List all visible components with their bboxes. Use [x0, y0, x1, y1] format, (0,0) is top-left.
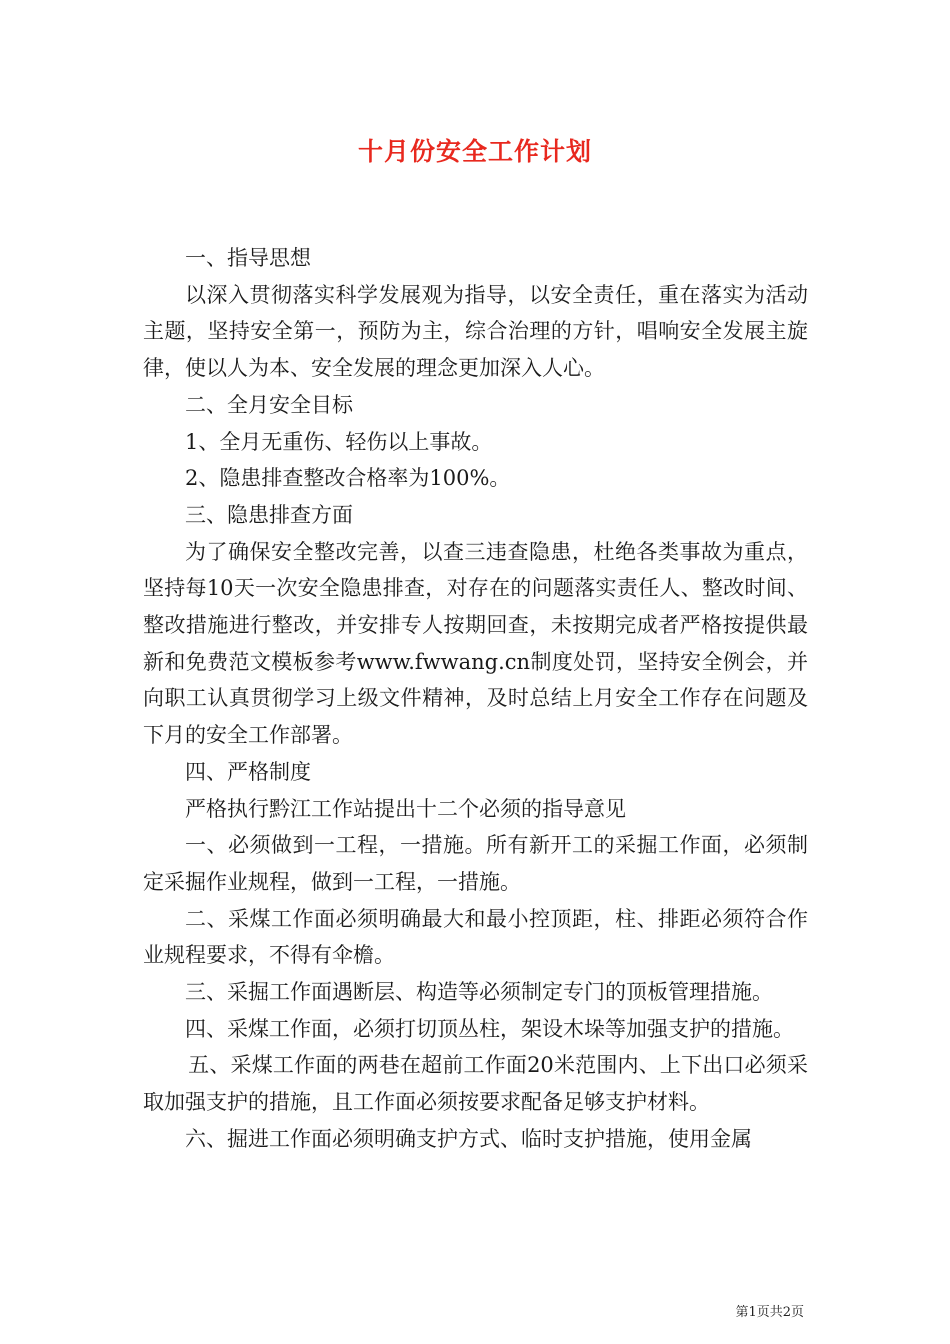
- page-number: 第1页共2页: [735, 1305, 804, 1320]
- rule-item-4: 四、采煤工作面，必须打切顶丛柱，架设木垛等加强支护的措施。: [185, 1016, 794, 1041]
- document-body: [143, 240, 808, 1158]
- document-title: 十月份安全工作计划: [357, 137, 592, 166]
- heading-strict-rules: 四、严格制度: [185, 759, 311, 784]
- heading-hazard-inspection: 三、隐患排查方面: [185, 502, 353, 527]
- goal-item-2: 2、隐患排查整改合格率为100%。: [185, 466, 511, 491]
- rule-item-3: 三、采掘工作面遇断层、构造等必须制定专门的顶板管理措施。: [185, 980, 773, 1005]
- paragraph-hazard-inspection: 为了确保安全整改完善，以查三违查隐患，杜绝各类事故为重点，坚持每10天一次安全隐患排查，对存在的问题落实责任人、整改时间、整改措施进行整改，并安排专人按期回查，未按期完成者严格按提供最新和免费范文模板参考www.fwwang.cn制度处罚，坚持安全例会，并向职工认真贯彻学习上级文件精神，及时总结上月安全工作存在问题及下月的安全工作部署。: [143, 539, 808, 748]
- rule-item-2: 二、采煤工作面必须明确最大和最小控顶距，柱、排距必须符合作业规程要求，不得有伞檐。: [143, 906, 808, 968]
- goal-item-1: 1、全月无重伤、轻伤以上事故。: [185, 429, 493, 454]
- paragraph-guiding-ideology: 以深入贯彻落实科学发展观为指导，以安全责任，重在落实为活动主题，坚持安全第一，预防为主，综合治理的方针，唱响安全发展主旋律，使以人为本、安全发展的理念更加深入人心。: [143, 282, 808, 381]
- heading-monthly-goal: 二、全月安全目标: [185, 392, 353, 417]
- rule-item-1: 一、必须做到一工程，一措施。所有新开工的采掘工作面，必须制定采掘作业规程，做到一工程，一措施。: [143, 833, 808, 894]
- heading-guiding-ideology: 一、指导思想: [185, 246, 311, 270]
- rule-item-6: 六、掘进工作面必须明确支护方式、临时支护措施，使用金属: [185, 1126, 752, 1151]
- paragraph-rules-intro: 严格执行黔江工作站提出十二个必须的指导意见: [185, 796, 626, 821]
- rule-item-5: 五、采煤工作面的两巷在超前工作面20米范围内、上下出口必须采取加强支护的措施，且工作面必须按要求配备足够支护材料。: [143, 1053, 808, 1115]
